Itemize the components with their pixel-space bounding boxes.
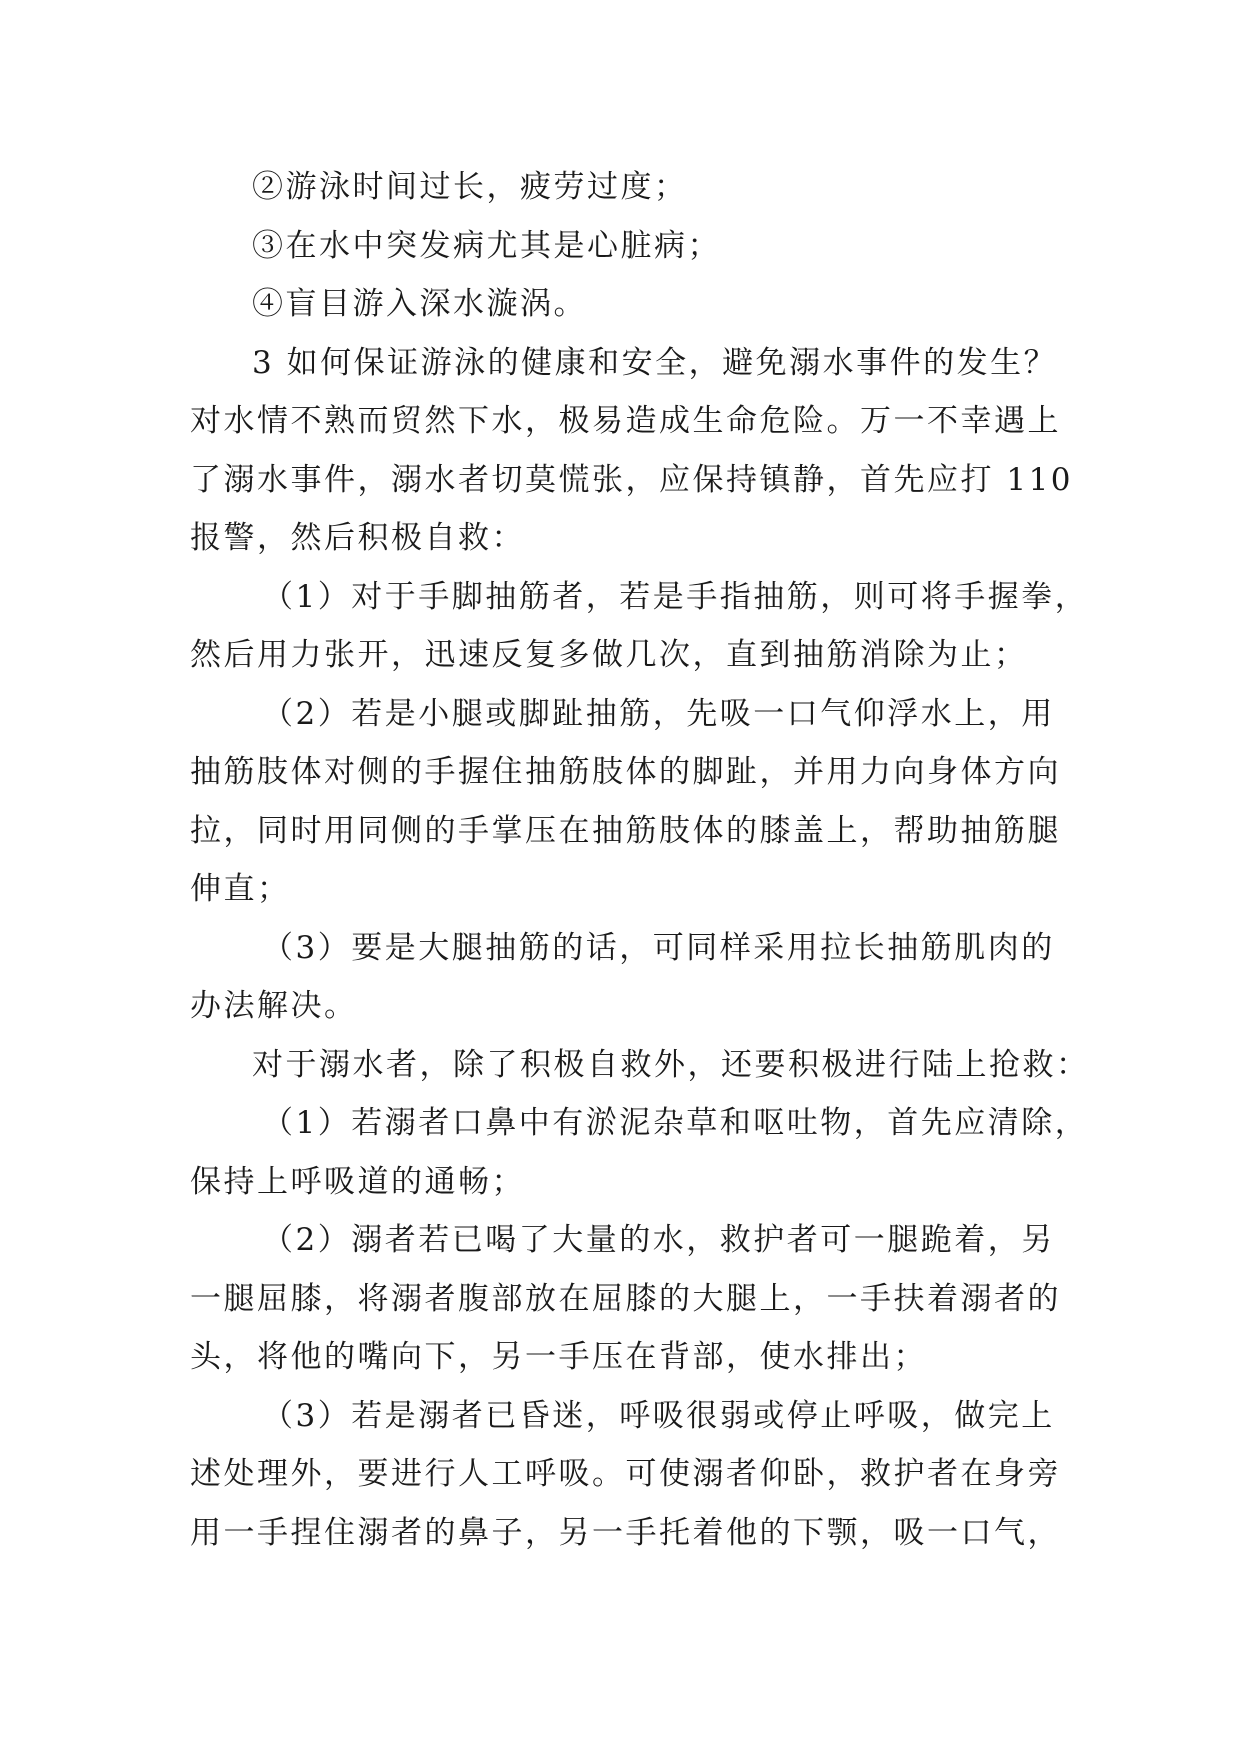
paragraph [190,158,1070,217]
text-line: 保持上呼吸道的通畅； [190,1163,525,1200]
paragraph [190,919,1070,978]
text-line: 3 如何保证游泳的健康和安全，避免溺水事件的发生？ [252,344,1058,381]
paragraph [190,1387,1070,1446]
text-line: 对于溺水者，除了积极自救外，还要积极进行陆上抢救： [252,1046,1090,1083]
paragraph [190,1036,1090,1095]
document-body [190,158,1090,1562]
paragraph [190,217,1070,276]
text-line: （3）若是溺者已昏迷，呼吸很弱或停止呼吸，做完上 [262,1397,1055,1434]
text-line: 述处理外，要进行人工呼吸。可使溺者仰卧，救护者在身旁 [190,1456,1061,1492]
text-line: ④盲目游入深水漩涡。 [252,286,587,322]
paragraph [190,685,1070,744]
paragraph [190,1445,1070,1562]
text-line: 抽筋肢体对侧的手握住抽筋肢体的脚趾，并用力向身体方向 [190,754,1061,790]
text-line: 头，将他的嘴向下，另一手压在背部，使水排出； [190,1339,927,1375]
text-line: 然后用力张开，迅速反复多做几次，直到抽筋消除为止； [190,637,1028,673]
text-line: 办法解决。 [190,988,358,1024]
text-line: （2）溺者若已喝了大量的水，救护者可一腿跪着，另 [262,1222,1055,1258]
paragraph [190,275,1070,334]
paragraph [190,1211,1070,1270]
paragraph [190,1153,1070,1212]
text-line: 用一手捏住溺者的鼻子，另一手托着他的下颚，吸一口气， [190,1514,1061,1551]
paragraph [190,743,1070,919]
text-line: ②游泳时间过长，疲劳过度； [252,169,688,205]
text-line: 报警，然后积极自救： [190,520,525,556]
paragraph [190,334,1070,393]
text-line: （1）对于手脚抽筋者，若是手指抽筋，则可将手握拳， [262,578,1089,615]
paragraph [190,1270,1070,1387]
paragraph [190,626,1070,685]
paragraph [190,977,1070,1036]
text-line: 拉，同时用同侧的手掌压在抽筋肢体的膝盖上，帮助抽筋腿 [190,812,1061,849]
text-line: （1）若溺者口鼻中有淤泥杂草和呕吐物，首先应清除， [262,1105,1089,1141]
paragraph [190,1094,1089,1153]
text-line: 了溺水事件，溺水者切莫慌张，应保持镇静，首先应打 110 [190,461,1074,498]
paragraph [190,392,1074,568]
text-line: （3）要是大腿抽筋的话，可同样采用拉长抽筋肌肉的 [262,929,1055,966]
text-line: 一腿屈膝，将溺者腹部放在屈膝的大腿上，一手扶着溺者的 [190,1280,1061,1317]
text-line: ③在水中突发病尤其是心脏病； [252,227,721,264]
text-line: 伸直； [190,871,291,907]
text-line: 对水情不熟而贸然下水，极易造成生命危险。万一不幸遇上 [190,403,1061,439]
text-line: （2）若是小腿或脚趾抽筋，先吸一口气仰浮水上，用 [262,695,1055,732]
paragraph [190,568,1089,627]
